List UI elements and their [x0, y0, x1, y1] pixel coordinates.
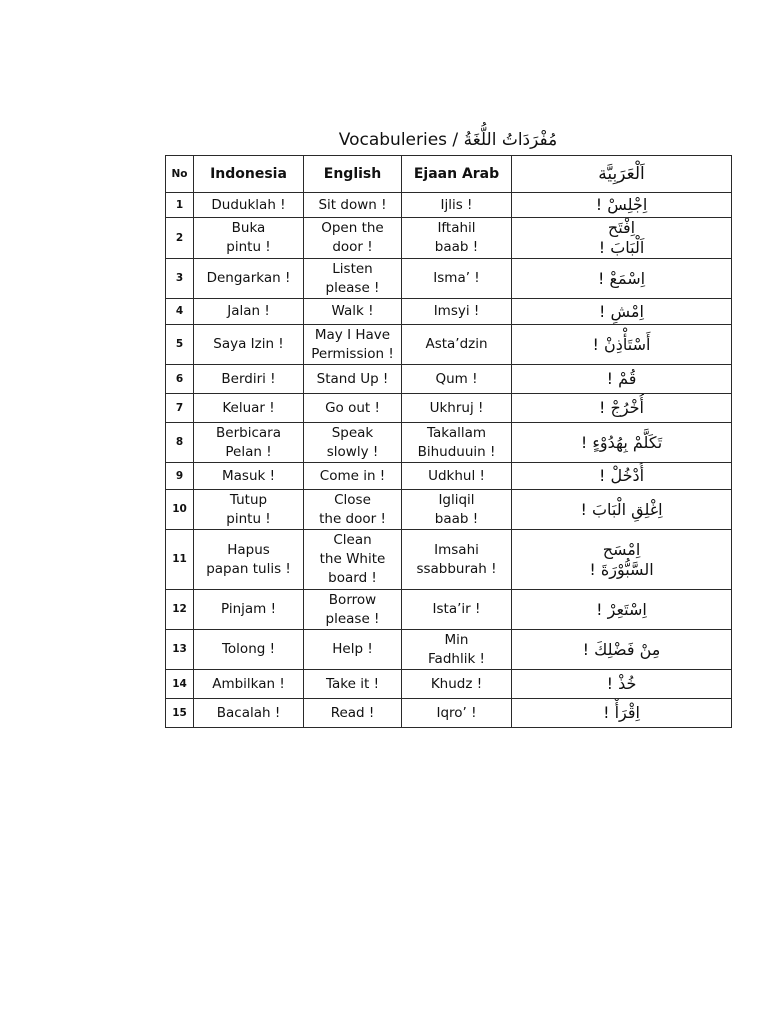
- title-latin: Vocabuleries /: [338, 130, 459, 150]
- cell-arabic-text: اِفْتَح اَلْبَابَ !: [598, 218, 645, 257]
- table-row: [166, 325, 732, 365]
- cell-arabic-text: اِسْمَعْ !: [597, 268, 646, 288]
- cell-ejaan-arab-text: Ista’ir !: [432, 601, 481, 617]
- cell-arabic: [512, 630, 732, 670]
- cell-no: [166, 365, 194, 394]
- cell-no-text: 9: [175, 469, 184, 482]
- cell-no-text: 7: [175, 401, 184, 414]
- cell-no-text: 11: [172, 553, 187, 565]
- cell-english: [304, 259, 402, 299]
- cell-no-text: 10: [172, 503, 187, 515]
- cell-no: [166, 670, 194, 699]
- cell-ejaan-arab: [402, 365, 512, 394]
- cell-arabic-text: أُخْرُجْ !: [599, 398, 644, 417]
- cell-indonesia-text: Keluar !: [222, 399, 275, 416]
- header-english: English: [304, 156, 402, 193]
- cell-arabic: [512, 590, 732, 630]
- cell-ejaan-arab-text: Takallam Bihuduuin !: [417, 424, 496, 460]
- table-row: [166, 670, 732, 699]
- cell-indonesia: [194, 365, 304, 394]
- cell-no-text: 13: [172, 643, 187, 655]
- cell-ejaan-arab: [402, 530, 512, 590]
- cell-no-text: 4: [175, 305, 184, 317]
- table-row: [166, 630, 732, 670]
- page-title: [165, 127, 731, 153]
- cell-english-text: Sit down !: [318, 196, 387, 213]
- cell-indonesia: [194, 259, 304, 299]
- header-no: No: [166, 156, 194, 193]
- cell-english-text: Go out !: [325, 399, 380, 416]
- cell-english-text: Listen please !: [325, 260, 380, 296]
- cell-indonesia: [194, 193, 304, 218]
- cell-arabic: [512, 699, 732, 728]
- title-arabic: مُفْرَدَاتُ اللُّغَةُ: [463, 130, 558, 150]
- cell-ejaan-arab: [402, 394, 512, 423]
- cell-indonesia-text: Tolong !: [221, 641, 276, 657]
- cell-indonesia-text: Saya Izin !: [213, 336, 284, 352]
- cell-arabic: [512, 325, 732, 365]
- cell-indonesia: [194, 423, 304, 463]
- cell-indonesia-text: Bacalah !: [216, 704, 281, 721]
- cell-ejaan-arab: [402, 423, 512, 463]
- cell-english: [304, 490, 402, 530]
- cell-arabic-text: مِنْ فَضْلِكَ !: [582, 639, 661, 659]
- cell-no: [166, 490, 194, 530]
- cell-no-text: 5: [175, 338, 184, 350]
- cell-arabic: [512, 530, 732, 590]
- cell-no-text: 14: [172, 677, 187, 690]
- cell-arabic-text: اِقْرَأْ !: [603, 703, 640, 722]
- cell-english-text: Close the door !: [319, 491, 386, 527]
- cell-indonesia: [194, 590, 304, 630]
- cell-indonesia-text: Tutup pintu !: [226, 491, 271, 527]
- cell-ejaan-arab-text: Ukhruj !: [429, 399, 484, 416]
- table-body: [166, 193, 732, 728]
- cell-arabic: [512, 670, 732, 699]
- cell-english-text: Stand Up !: [316, 370, 389, 387]
- header-ejaan-arab: Ejaan Arab: [402, 156, 512, 193]
- cell-english: [304, 463, 402, 490]
- cell-indonesia-text: Berdiri !: [221, 370, 276, 387]
- cell-english: [304, 590, 402, 630]
- table-row: [166, 299, 732, 325]
- header-arabic: اَلْعَرَبِيَّة: [512, 156, 732, 193]
- cell-ejaan-arab-text: Igliqil baab !: [434, 491, 479, 527]
- cell-ejaan-arab: [402, 490, 512, 530]
- cell-arabic: [512, 365, 732, 394]
- cell-arabic: [512, 490, 732, 530]
- table-row: [166, 259, 732, 299]
- cell-english: [304, 423, 402, 463]
- cell-english-text: Take it !: [326, 675, 379, 692]
- cell-no: [166, 394, 194, 423]
- cell-indonesia-text: Hapus papan tulis !: [206, 541, 291, 577]
- cell-indonesia-text: Pinjam !: [220, 601, 277, 617]
- cell-ejaan-arab: [402, 670, 512, 699]
- cell-no-text: 6: [175, 372, 184, 385]
- cell-indonesia-text: Dengarkan !: [206, 270, 291, 286]
- cell-indonesia: [194, 699, 304, 728]
- cell-ejaan-arab-text: Isma’ !: [433, 270, 480, 286]
- cell-no: [166, 325, 194, 365]
- cell-english: [304, 394, 402, 423]
- cell-arabic: [512, 193, 732, 218]
- cell-ejaan-arab-text: Qum !: [435, 370, 478, 387]
- cell-no: [166, 259, 194, 299]
- cell-arabic: [512, 394, 732, 423]
- cell-no-text: 1: [175, 198, 184, 211]
- cell-english: [304, 670, 402, 699]
- cell-ejaan-arab-text: Iftahil baab !: [434, 220, 479, 255]
- cell-arabic: [512, 218, 732, 259]
- cell-arabic: [512, 423, 732, 463]
- header-indonesia: Indonesia: [194, 156, 304, 193]
- cell-indonesia: [194, 530, 304, 590]
- cell-arabic-text: خُذْ !: [606, 674, 637, 693]
- table-row: [166, 530, 732, 590]
- cell-ejaan-arab-text: Imsahi ssabburah !: [416, 541, 497, 577]
- cell-no: [166, 590, 194, 630]
- cell-ejaan-arab: [402, 590, 512, 630]
- cell-ejaan-arab: [402, 299, 512, 325]
- cell-arabic-text: اِجْلِسْ !: [595, 195, 648, 214]
- cell-english: [304, 530, 402, 590]
- cell-arabic-text: تَكَلَّمْ بِهُدُوْءٍ !: [580, 432, 663, 452]
- cell-no-text: 3: [175, 272, 184, 284]
- table-row: [166, 365, 732, 394]
- cell-no: [166, 463, 194, 490]
- cell-ejaan-arab-text: Khudz !: [430, 675, 483, 692]
- table-row: [166, 218, 732, 259]
- cell-arabic-text: اِغْلِقِ الْبَابَ !: [580, 499, 663, 519]
- cell-english-text: May I Have Permission !: [311, 326, 394, 362]
- cell-indonesia: [194, 670, 304, 699]
- cell-no: [166, 530, 194, 590]
- table-row: [166, 490, 732, 530]
- cell-no: [166, 423, 194, 463]
- cell-no: [166, 630, 194, 670]
- cell-english: [304, 365, 402, 394]
- cell-english-text: Borrow please !: [325, 591, 380, 627]
- cell-no: [166, 218, 194, 259]
- table-row: [166, 394, 732, 423]
- cell-english: [304, 299, 402, 325]
- table-row: [166, 463, 732, 490]
- cell-arabic-text: أَسْتَأْذِنْ !: [592, 334, 651, 354]
- cell-ejaan-arab: [402, 193, 512, 218]
- cell-indonesia-text: Duduklah !: [211, 196, 286, 213]
- cell-indonesia-text: Masuk !: [221, 467, 276, 484]
- table-row: [166, 699, 732, 728]
- cell-no: [166, 193, 194, 218]
- cell-ejaan-arab: [402, 218, 512, 259]
- cell-no-text: 15: [172, 706, 187, 719]
- cell-english-text: Open the door !: [321, 220, 384, 255]
- cell-no-text: 8: [175, 436, 184, 448]
- cell-indonesia-text: Berbicara Pelan !: [216, 424, 281, 460]
- cell-arabic: [512, 463, 732, 490]
- cell-ejaan-arab-text: Imsyi !: [433, 303, 480, 319]
- cell-no-text: 2: [175, 231, 184, 244]
- cell-indonesia-text: Jalan !: [227, 303, 270, 319]
- cell-arabic-text: قُمْ !: [606, 369, 637, 388]
- cell-no: [166, 299, 194, 325]
- table-row: [166, 193, 732, 218]
- cell-ejaan-arab-text: Asta’dzin: [425, 336, 488, 352]
- cell-english-text: Walk !: [331, 303, 374, 319]
- cell-ejaan-arab: [402, 259, 512, 299]
- cell-ejaan-arab-text: Udkhul !: [428, 467, 485, 484]
- cell-arabic-text: اِمْشِ !: [599, 301, 644, 321]
- cell-indonesia: [194, 490, 304, 530]
- cell-indonesia: [194, 325, 304, 365]
- cell-english-text: Help !: [332, 641, 373, 657]
- cell-ejaan-arab: [402, 325, 512, 365]
- cell-english: [304, 193, 402, 218]
- cell-indonesia: [194, 630, 304, 670]
- cell-indonesia-text: Ambilkan !: [212, 675, 285, 692]
- table-row: [166, 423, 732, 463]
- cell-english-text: Read !: [330, 704, 375, 721]
- cell-indonesia: [194, 463, 304, 490]
- cell-arabic: [512, 299, 732, 325]
- cell-no-text: 12: [172, 603, 187, 615]
- cell-english: [304, 699, 402, 728]
- cell-arabic-text: أُدْخُلْ !: [598, 466, 645, 485]
- cell-ejaan-arab-text: Min Fadhlik !: [428, 631, 485, 667]
- cell-indonesia: [194, 299, 304, 325]
- cell-english: [304, 630, 402, 670]
- table-row: [166, 590, 732, 630]
- cell-no: [166, 699, 194, 728]
- cell-ejaan-arab: [402, 630, 512, 670]
- cell-indonesia-text: Buka pintu !: [226, 220, 271, 255]
- cell-ejaan-arab: [402, 699, 512, 728]
- cell-ejaan-arab: [402, 463, 512, 490]
- cell-arabic: [512, 259, 732, 299]
- cell-english-text: Clean the White board !: [319, 532, 386, 586]
- cell-english-text: Speak slowly !: [326, 424, 379, 460]
- cell-arabic-text: اِمْسَح السَّبُّوْرَةَ !: [589, 539, 654, 579]
- cell-english: [304, 218, 402, 259]
- vocabulary-table: [165, 155, 732, 728]
- cell-english: [304, 325, 402, 365]
- cell-arabic-text: اِسْتَعِرْ !: [596, 599, 647, 619]
- cell-ejaan-arab-text: Ijlis !: [440, 196, 473, 213]
- cell-indonesia: [194, 394, 304, 423]
- cell-indonesia: [194, 218, 304, 259]
- table-header-row: [166, 156, 732, 193]
- cell-english-text: Come in !: [319, 467, 386, 484]
- cell-ejaan-arab-text: Iqro’ !: [436, 704, 477, 721]
